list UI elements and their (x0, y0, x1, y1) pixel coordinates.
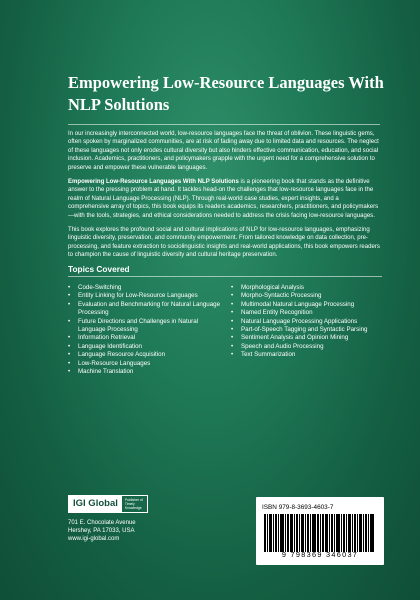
topic-item: • Text Summarization (231, 351, 384, 359)
topic-item: • Information Retrieval (68, 334, 221, 342)
publisher-logo-tagline: Publisher of Timely Knowledge (124, 498, 143, 510)
topic-item: • Natural Language Processing Applications (231, 318, 384, 326)
description (68, 130, 381, 266)
topic-item: • Multimodal Natural Language Processing (231, 301, 384, 309)
isbn-text: ISBN 979-8-3693-4603-7 (262, 504, 334, 511)
topic-item: • Evaluation and Benchmarking for Natural Language Processing (68, 301, 221, 318)
description-paragraph-3: This book explores the profound social and cultural implications of NLP for low-resource languages, emphasizing linguistic diversity, preservation, and community empowerment. From tailored knowledge on data collection, pre-processing, and feature extraction to sociolinguistic insights and real-world applications, this book empowers readers to champion the cause of linguistic diversity and cultural heritage preservation. (68, 227, 380, 259)
publisher-address (68, 519, 148, 544)
topic-item: • Part-of-Speech Tagging and Syntactic Parsing (231, 326, 384, 334)
isbn-barcode-box (256, 497, 384, 565)
topic-item: • Low-Resource Languages (68, 360, 221, 368)
topic-item: • Sentiment Analysis and Opinion Mining (231, 334, 384, 342)
topic-item: • Named Entity Recognition (231, 309, 384, 317)
topic-item: • Language Resource Acquisition (68, 351, 221, 359)
barcode-image (264, 514, 376, 552)
publisher-info (68, 495, 148, 544)
topic-item: • Language Identification (68, 343, 221, 351)
topics-left-column (68, 284, 221, 376)
topics-list (68, 284, 384, 376)
topic-item: • Code-Switching (68, 284, 221, 292)
publisher-logo (68, 495, 148, 513)
topics-heading: Topics Covered (68, 264, 130, 274)
barcode-number: 9 798369 346037 (281, 550, 359, 559)
address-line-1: 701 E. Chocolate Avenue (68, 520, 136, 526)
title-block (68, 72, 388, 116)
topic-item: • Morpho-Syntactic Processing (231, 292, 384, 300)
description-title-emphasis: Empowering Low-Resource Languages With NLP Solutions (68, 179, 239, 186)
publisher-logo-text: IGI Global (69, 496, 122, 512)
address-line-2: Hershey, PA 17033, USA (68, 528, 135, 535)
description-paragraph-1: In our increasingly interconnected world, low-resource languages face the threat of oblivion. These linguistic gems, often spoken by marginalized communities, are at risk of fading away due to limited data and resources. The neglect of these languages not only erodes cultural diversity but also hinders effective communication, education, and social inclusion. Academics, practitioners, and policymakers grapple with the urgent need for a comprehensive solution to preserve and empower these vulnerable languages. (68, 131, 379, 171)
topic-item: • Entity Linking for Low-Resource Languages (68, 292, 221, 300)
topic-item: • Speech and Audio Processing (231, 343, 384, 351)
title-divider (68, 124, 380, 125)
topics-right-column (231, 284, 384, 376)
publisher-website: www.igi-global.com (68, 536, 120, 543)
description-paragraph-2-text: is a pioneering book that stands as the definitive answer to the pressing problem at hand. It tackles head-on the challenges that low-resource languages face in the realm of Natural Language Processing (NLP). Through real-world case studies, expert insights, and a comprehensive array of topics, this book equips its readers academics, researchers, practitioners, and policymakers—with the tools, strategies, and ethical considerations needed to address the crisis facing low-resource languages. (68, 179, 379, 219)
topic-item: • Future Directions and Challenges in Natural Language Processing (68, 318, 221, 335)
book-title: Empowering Low-Resource Languages With NLP Solutions (68, 73, 384, 114)
topic-item: • Morphological Analysis (231, 284, 384, 292)
topic-item: • Machine Translation (68, 368, 221, 376)
topics-divider (68, 276, 382, 277)
description-paragraph-2 (68, 178, 381, 220)
